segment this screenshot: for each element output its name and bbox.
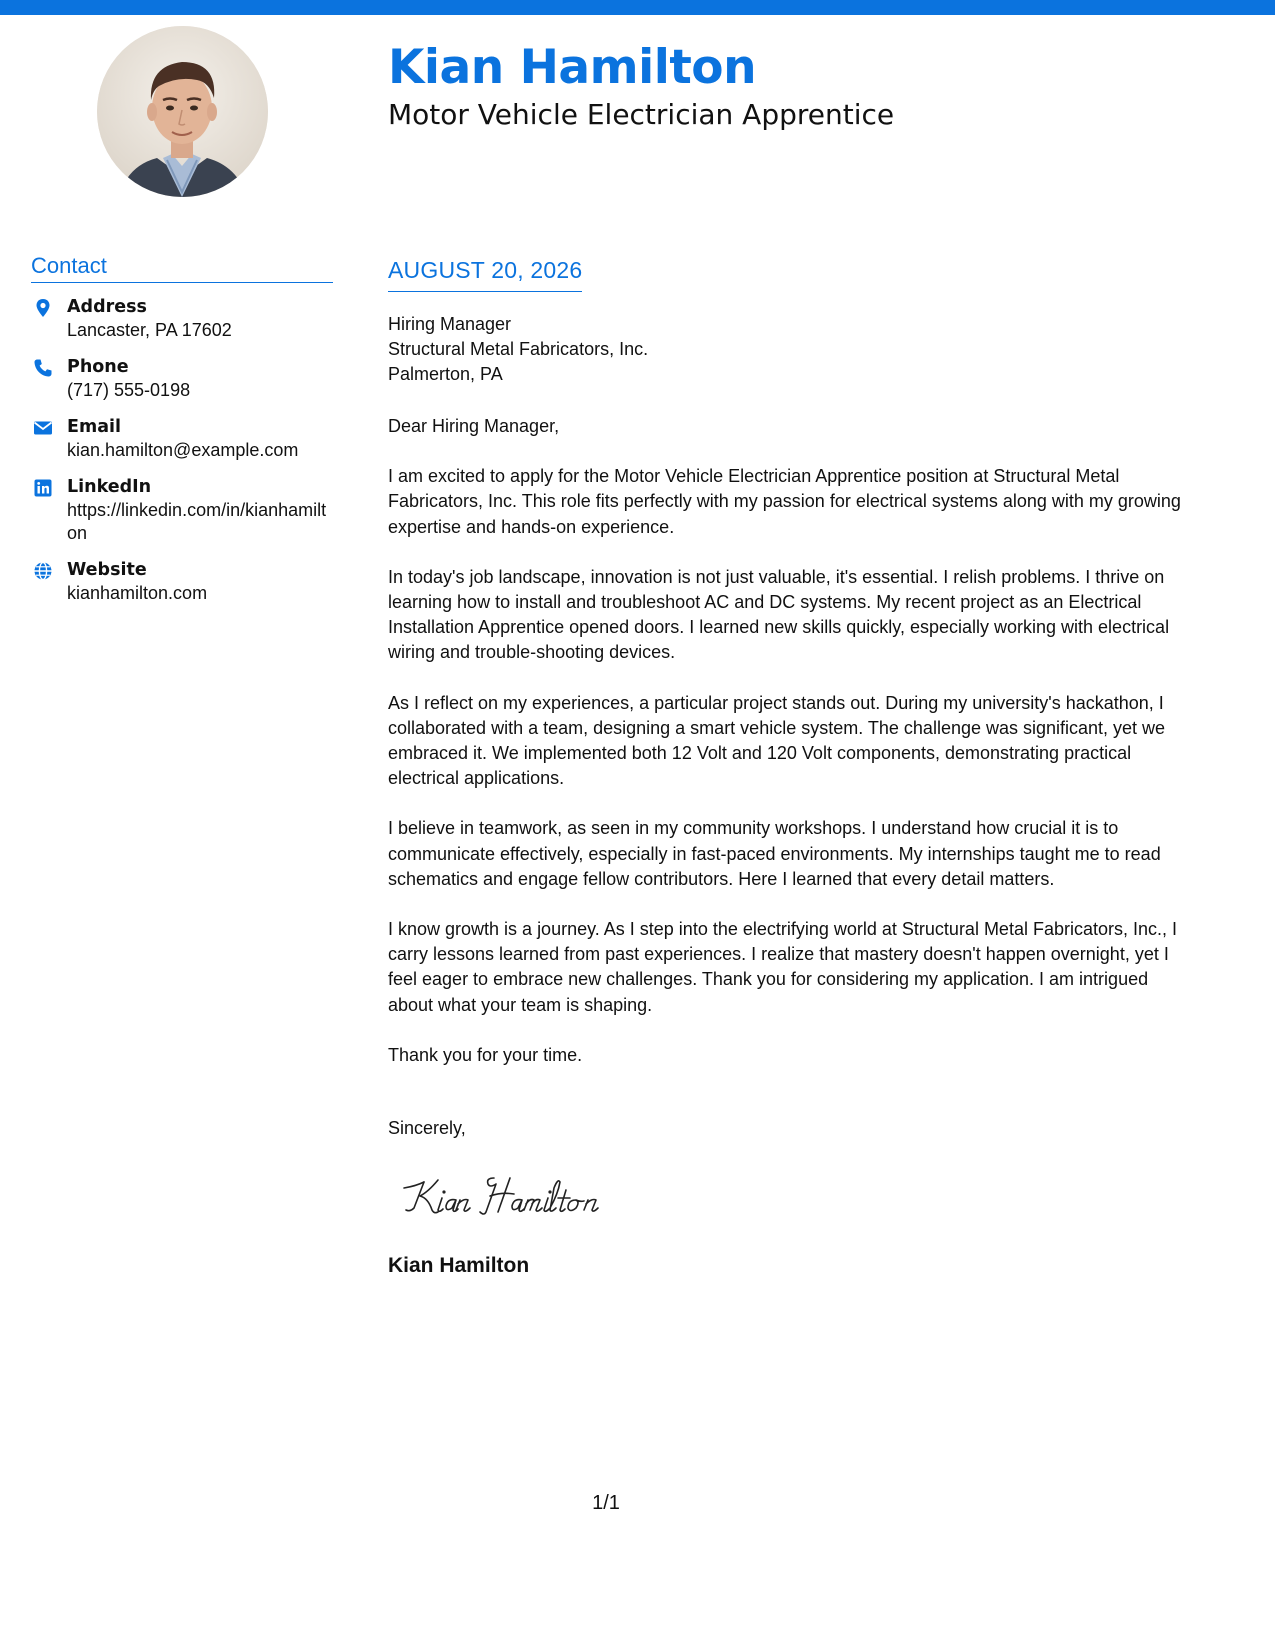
- contact-item-email: [31, 415, 336, 462]
- recipient-line: Hiring Manager: [388, 314, 512, 334]
- profile-photo: [97, 26, 268, 197]
- thank-you-line: Thank you for your time.: [388, 1044, 583, 1065]
- envelope-icon: [33, 418, 53, 438]
- website-label: Website: [67, 560, 147, 580]
- body-paragraph: I know growth is a journey. As I step into the electrifying world at Structural Metal Fabricators, Inc., I carry lessons learned from past experiences. I realize that mastery doesn't happen overnight, yet I feel eager to embrace new challenges. Thank you for considering my application. I am intrigued about what your team is shaping.: [388, 919, 1178, 1015]
- top-accent-bar: [0, 0, 1275, 15]
- recipient-block: [388, 312, 648, 387]
- letter-body: [388, 414, 1188, 1093]
- body-paragraph: I believe in teamwork, as seen in my community workshops. I understand how crucial it is to communicate effectively, especially in fast-paced environments. My internships taught me to read schematics and engage fellow contributors. Here I learned that every detail matters.: [388, 818, 1161, 889]
- linkedin-label: LinkedIn: [67, 477, 152, 497]
- contact-item-phone: [31, 355, 336, 402]
- phone-icon: [33, 358, 53, 378]
- signer-name: Kian Hamilton: [388, 1254, 530, 1277]
- contact-item-website: [31, 558, 336, 605]
- contact-item-linkedin: [31, 475, 336, 545]
- body-paragraph: I am excited to apply for the Motor Vehicle Electrician Apprentice position at Structural Metal Fabricators, Inc. This role fits perfectly with my passion for electrical systems along with my growing expertise and hands-on experience.: [388, 466, 1181, 537]
- email-label: Email: [67, 417, 121, 437]
- linkedin-icon: [33, 478, 53, 498]
- recipient-line: Palmerton, PA: [388, 364, 503, 384]
- salutation: Dear Hiring Manager,: [388, 416, 560, 436]
- applicant-name: Kian Hamilton: [388, 40, 757, 95]
- body-paragraph: In today's job landscape, innovation is not just valuable, it's essential. I relish problems. I thrive on learning how to install and troubleshoot AC and DC systems. My recent project as an Electrical Installation Apprentice opened doors. I learned new skills quickly, especially working with electrical wiring and trouble-shooting devices.: [388, 566, 1170, 663]
- contact-list: [31, 295, 336, 618]
- globe-icon: [33, 561, 53, 581]
- contact-item-address: [31, 295, 336, 342]
- phone-label: Phone: [67, 357, 129, 377]
- address-value: Lancaster, PA 17602: [67, 320, 232, 340]
- linkedin-value[interactable]: https://linkedin.com/in/kianhamilton: [67, 500, 327, 543]
- closing: Sincerely,: [388, 1118, 466, 1138]
- website-value[interactable]: kianhamilton.com: [67, 583, 208, 603]
- phone-value: (717) 555-0198: [67, 380, 191, 400]
- page-number: 1/1: [592, 1492, 620, 1514]
- handwritten-signature: [398, 1168, 638, 1228]
- letter-date: AUGUST 20, 2026: [388, 257, 582, 292]
- address-label: Address: [67, 297, 147, 317]
- applicant-job-title: Motor Vehicle Electrician Apprentice: [388, 98, 895, 131]
- body-paragraph: As I reflect on my experiences, a particular project stands out. During my university's hackathon, I collaborated with a team, designing a smart vehicle system. The challenge was significant, yet we embraced it. We implemented both 12 Volt and 120 Volt components, demonstrating practical electrical applications.: [388, 692, 1166, 789]
- recipient-line: Structural Metal Fabricators, Inc.: [388, 339, 649, 359]
- contact-heading: Contact: [31, 253, 333, 283]
- map-pin-icon: [33, 298, 53, 318]
- email-value[interactable]: kian.hamilton@example.com: [67, 440, 299, 460]
